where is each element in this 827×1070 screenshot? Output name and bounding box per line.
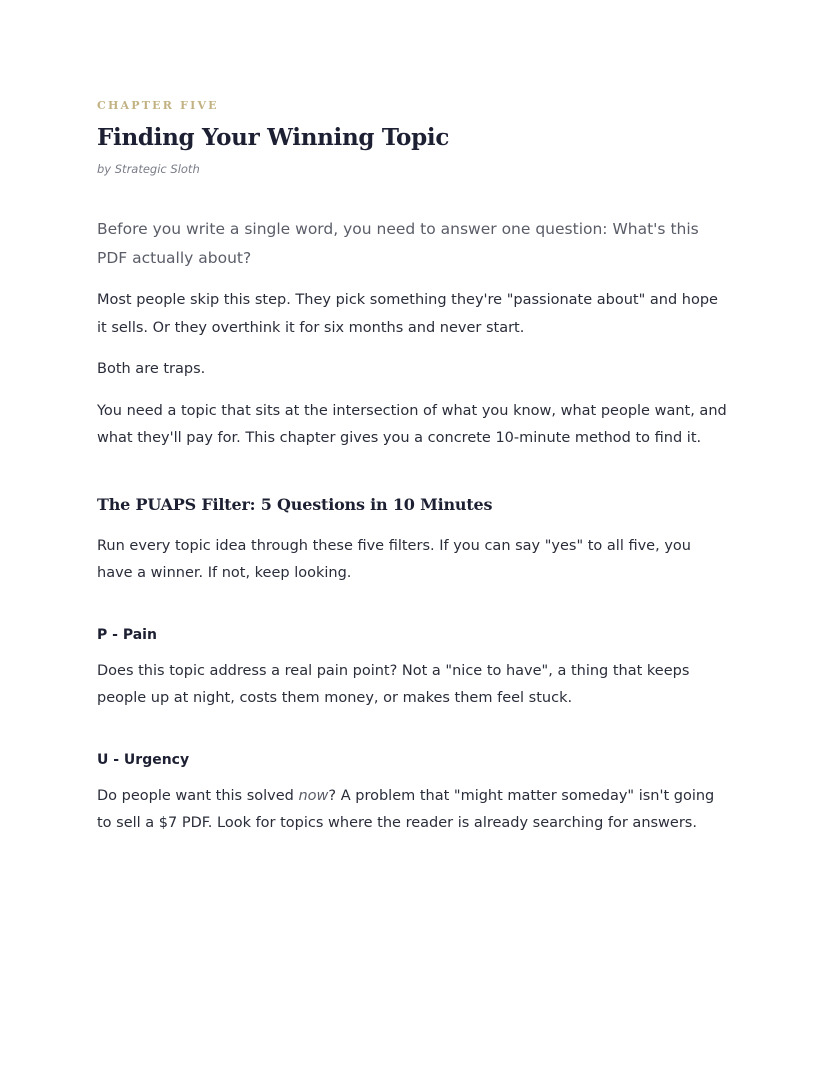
document-page bbox=[97, 98, 730, 838]
filter-text-urgency bbox=[97, 783, 730, 838]
intro-paragraph-1: Most people skip this step. They pick something they're "passionate about" and hope it sells. Or they overthink it for six months and never start. bbox=[97, 292, 718, 336]
lead-paragraph: Before you write a single word, you need to answer one question: What's this PDF actually about? bbox=[97, 220, 699, 267]
urgency-emphasis: now bbox=[298, 787, 329, 804]
chapter-label: CHAPTER FIVE bbox=[97, 99, 219, 112]
intro-paragraph-3: You need a topic that sits at the intersection of what you know, what people want, and what they'll pay for. This chapter gives you a concrete 10-minute method to find it. bbox=[97, 402, 727, 446]
section-heading: The PUAPS Filter: 5 Questions in 10 Minutes bbox=[97, 494, 493, 514]
filter-heading-urgency: U - Urgency bbox=[97, 751, 190, 768]
filter-text-pain: Does this topic address a real pain point? Not a "nice to have", a thing that keeps people up at night, costs them money, or makes them feel stuck. bbox=[97, 662, 690, 706]
intro-paragraph-2: Both are traps. bbox=[97, 361, 206, 377]
section-intro-paragraph: Run every topic idea through these five filters. If you can say "yes" to all five, you have a winner. If not, keep looking. bbox=[97, 537, 691, 581]
filter-heading-pain: P - Pain bbox=[97, 626, 157, 643]
urgency-text-start: Do people want this solved bbox=[97, 787, 299, 804]
chapter-title: Finding Your Winning Topic bbox=[97, 124, 450, 151]
author-byline: by Strategic Sloth bbox=[97, 162, 200, 176]
urgency-text-end: ? A problem that "might matter someday" isn't going to sell a $7 PDF. Look for topics where the reader is already searching for answers. bbox=[97, 787, 715, 831]
